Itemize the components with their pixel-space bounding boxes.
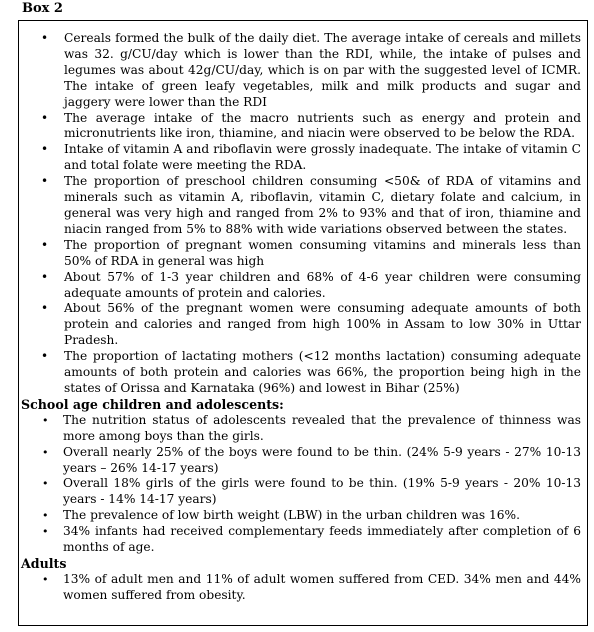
list-item: • About 56% of the pregnant women were consuming adequate amounts of both protein and calories and ranged from high 100% in Assam to low 30% in Uttar Pradesh. — [41, 301, 587, 349]
list-item: • The proportion of lactating mothers (<12 months lactation) consuming adequate amounts of both protein and calories was 66%, the proportion being high in the states of Orissa and Karnataka (96%) and lowest in Bihar (25%) — [41, 349, 587, 397]
content-box — [18, 20, 588, 626]
section-heading-school-age — [19, 397, 587, 413]
list-item: • Cereals formed the bulk of the daily diet. The average intake of cereals and millets was 32. g/CU/day which is lower than the RDI, while, the intake of pulses and legumes was about 42g/CU/day, which is on par with the suggested level of ICMR. The intake of green leafy vegetables, milk and milk products and sugar and jaggery were lower than the RDI — [41, 31, 587, 111]
list-item: • The average intake of the macro nutrients such as energy and protein and micronutrients like iron, thiamine, and niacin were observed to be below the RDA. — [41, 111, 587, 143]
list-item: • The prevalence of low birth weight (LBW) in the urban children was 16%. — [42, 508, 587, 524]
list-item: • 13% of adult men and 11% of adult women suffered from CED. 34% men and 44% women suffered from obesity. — [42, 572, 587, 604]
list-item: • 34% infants had received complementary feeds immediately after completion of 6 months of age. — [42, 524, 587, 556]
list-item: • Intake of vitamin A and riboflavin were grossly inadequate. The intake of vitamin C and total folate were meeting the RDA. — [41, 142, 587, 174]
box-title: Box 2 — [22, 1, 63, 16]
section-heading-adults: Adults — [21, 556, 67, 571]
list-item: • Overall nearly 25% of the boys were found to be thin. (24% 5-9 years - 27% 10-13 years – 26% 14-17 years) — [42, 445, 587, 477]
heading-suffix: : — [279, 396, 284, 412]
list-item: • Overall 18% girls of the girls were found to be thin. (19% 5-9 years - 20% 10-13 years - 14% 14-17 years) — [42, 476, 587, 508]
list-item: • The nutrition status of adolescents revealed that the prevalence of thinness was more among boys than the girls. — [42, 413, 587, 445]
list-item: • The proportion of pregnant women consuming vitamins and minerals less than 50% of RDA in general was high — [41, 238, 587, 270]
box-content — [19, 21, 587, 604]
diet-findings-list — [41, 21, 587, 397]
heading-text: School age children and adolescents — [21, 396, 280, 412]
list-item: • About 57% of 1-3 year children and 68% of 4-6 year children were consuming adequate amounts of protein and calories. — [41, 270, 587, 302]
school-age-list — [19, 413, 587, 556]
list-item: • The proportion of preschool children consuming <50& of RDA of vitamins and minerals such as vitamin A, riboflavin, vitamin C, dietary folate and calcium, in general was very high and ranged from 2% to 93% and that of iron, thiamine and niacin ranged from 5% to 88% with wide variations observed between the states. — [41, 174, 587, 238]
adults-list — [19, 572, 587, 604]
